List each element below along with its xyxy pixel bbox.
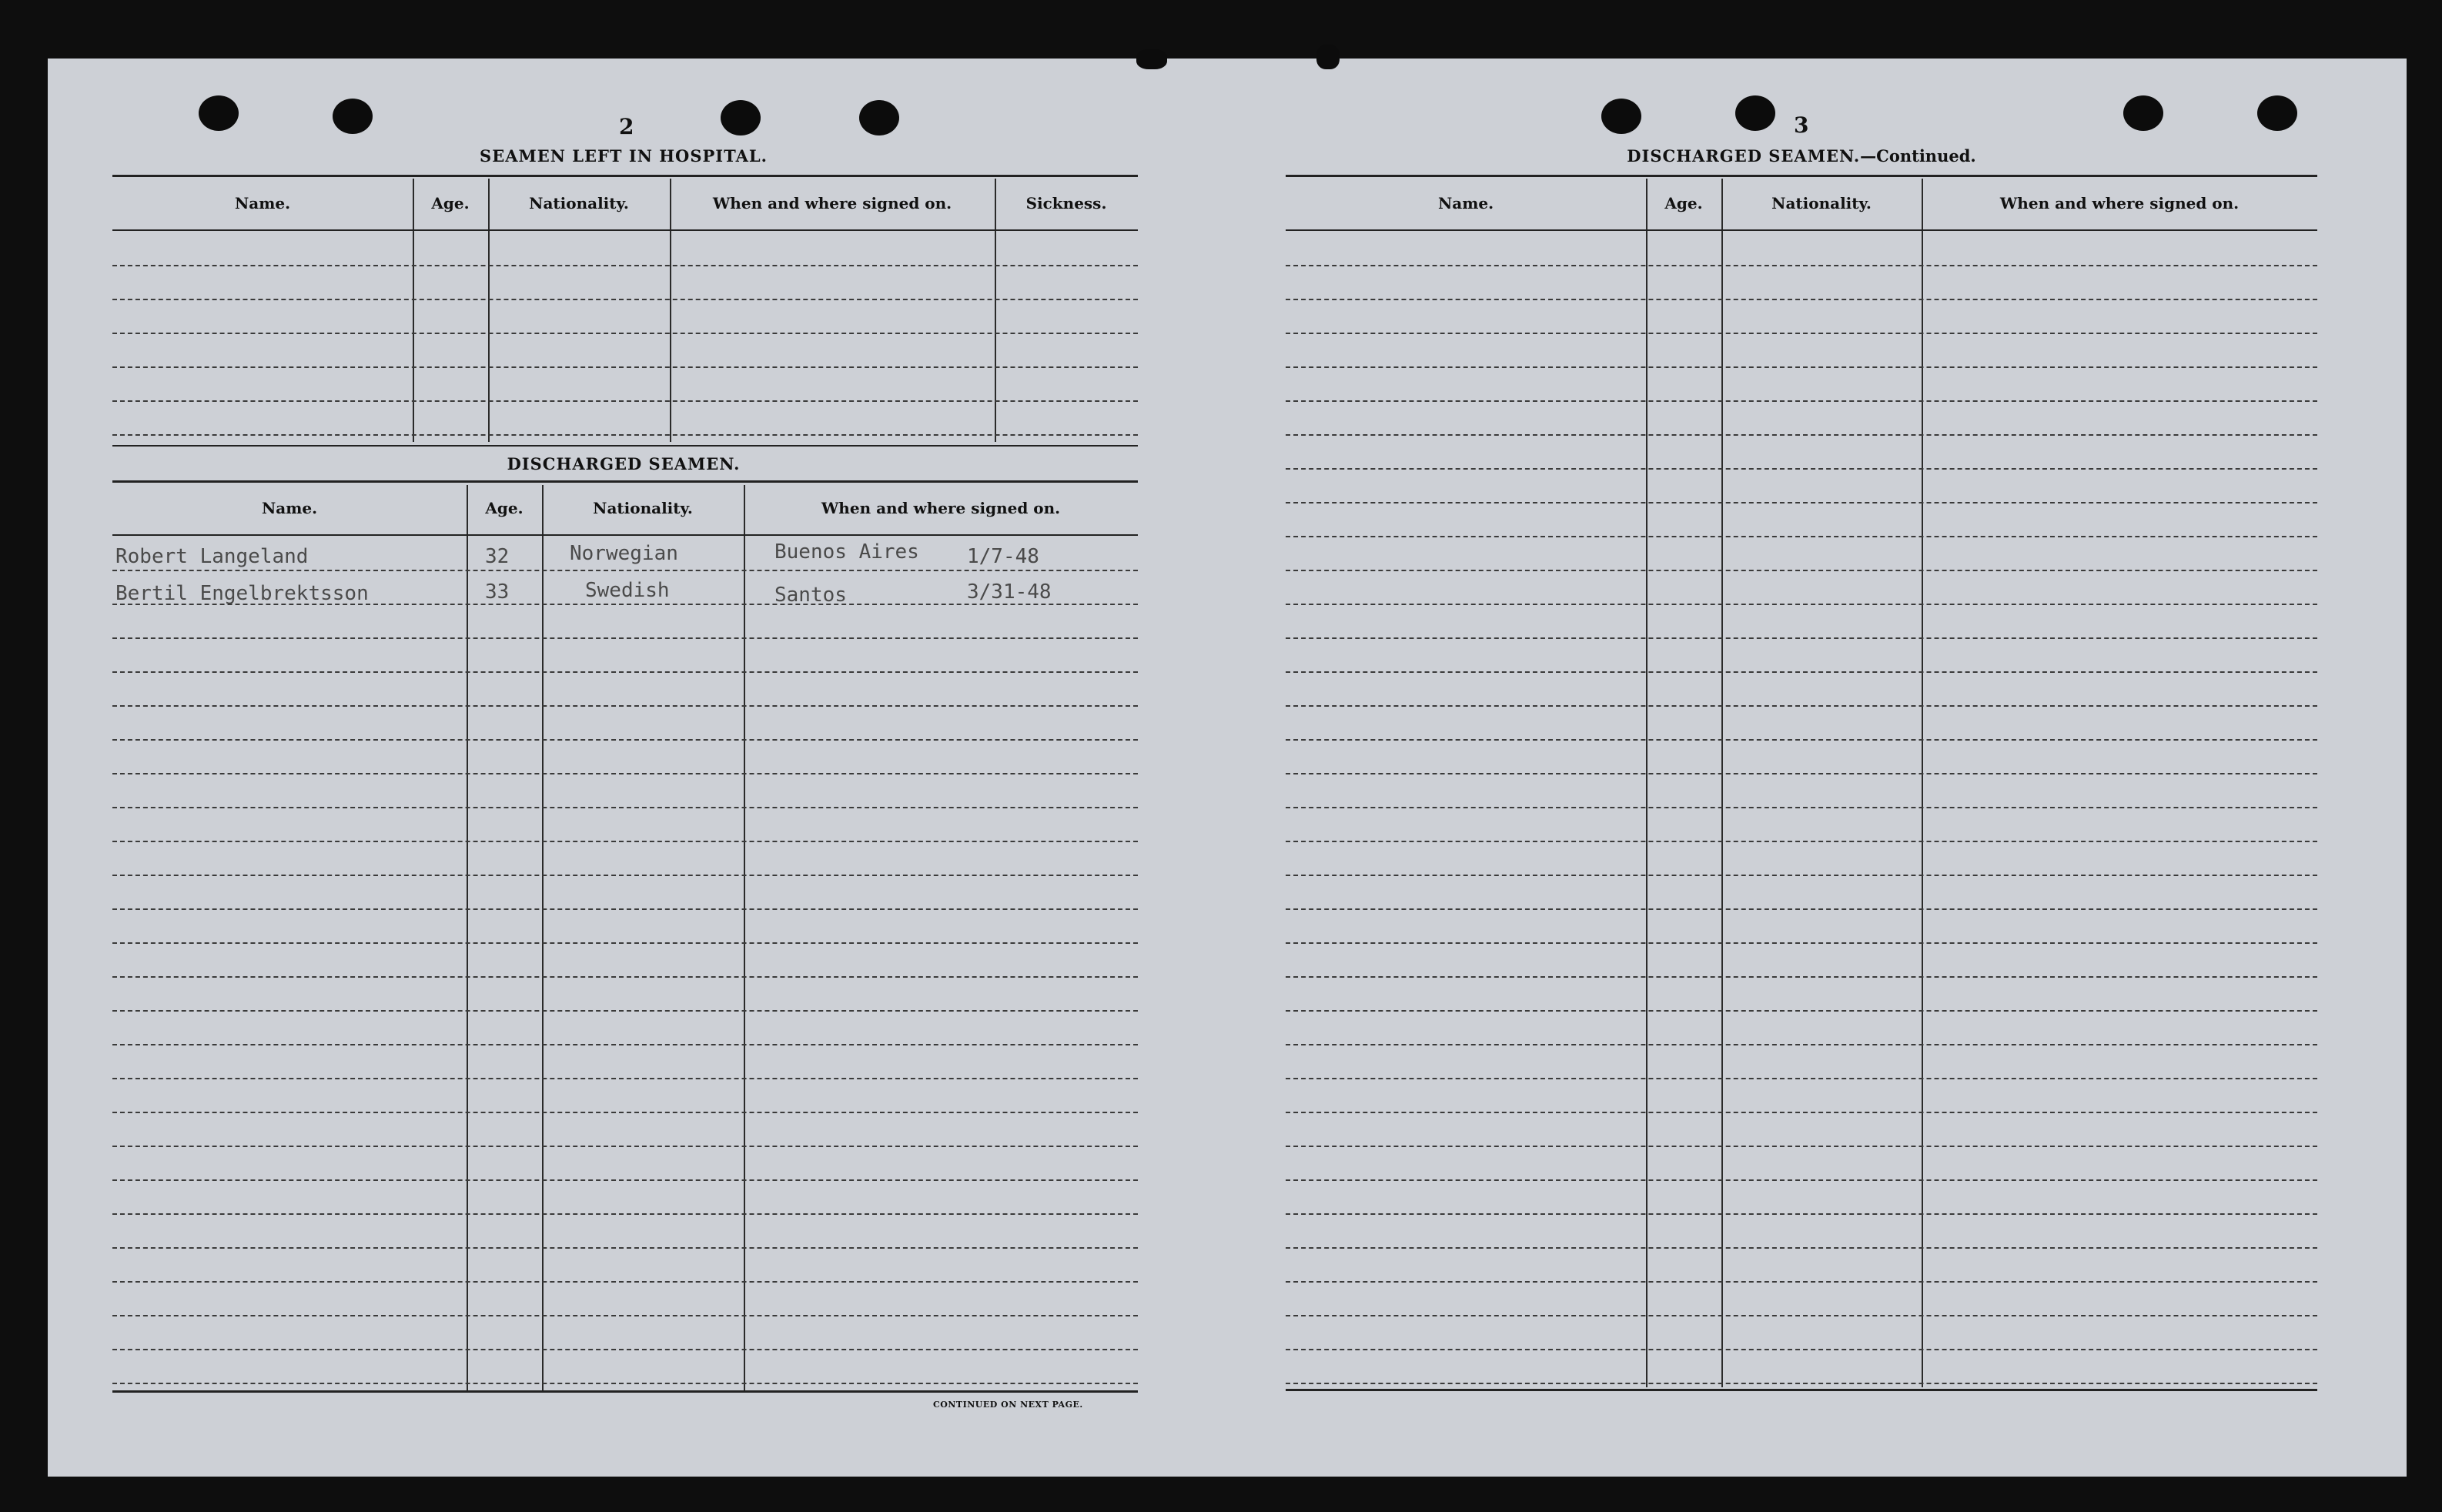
entry-line bbox=[1286, 299, 2317, 300]
column-header: Nationality. bbox=[529, 194, 629, 212]
entry-line bbox=[112, 400, 1138, 402]
entry-line bbox=[112, 1112, 1138, 1113]
column-header: Nationality. bbox=[593, 499, 693, 517]
column-header: When and where signed on. bbox=[1999, 194, 2240, 212]
typed-name: Bertil Engelbrektsson bbox=[115, 582, 369, 605]
column-header: Nationality. bbox=[1771, 194, 1872, 212]
entry-line bbox=[112, 604, 1138, 605]
column-divider bbox=[1922, 179, 1923, 1387]
entry-line bbox=[1286, 807, 2317, 808]
entry-line bbox=[112, 942, 1138, 944]
typed-nationality: Swedish bbox=[585, 579, 670, 602]
typed-age: 32 bbox=[485, 545, 510, 568]
entry-line bbox=[1286, 1112, 2317, 1113]
entry-line bbox=[112, 1044, 1138, 1045]
entry-line bbox=[1286, 1247, 2317, 1249]
right-title-suffix: —Continued. bbox=[1860, 146, 1976, 166]
discharged-section-title: DISCHARGED SEAMEN. bbox=[507, 454, 741, 473]
entry-line bbox=[1286, 908, 2317, 910]
entry-line bbox=[1286, 536, 2317, 537]
entry-line bbox=[112, 1281, 1138, 1283]
entry-line bbox=[112, 1213, 1138, 1215]
punch-hole bbox=[333, 99, 373, 134]
entry-line bbox=[1286, 637, 2317, 639]
typed-place: Santos bbox=[774, 584, 847, 607]
entry-line bbox=[1286, 942, 2317, 944]
entry-line bbox=[112, 739, 1138, 741]
entry-line bbox=[1286, 1179, 2317, 1181]
column-header: Name. bbox=[1437, 194, 1494, 212]
entry-line bbox=[112, 908, 1138, 910]
entry-line bbox=[1286, 604, 2317, 605]
entry-line bbox=[112, 637, 1138, 639]
header-rule bbox=[1286, 229, 2317, 231]
entry-line bbox=[112, 1010, 1138, 1012]
column-divider bbox=[670, 179, 671, 442]
column-divider bbox=[413, 179, 414, 442]
entry-line bbox=[1286, 773, 2317, 774]
header-rule bbox=[112, 229, 1138, 231]
entry-line bbox=[112, 705, 1138, 707]
entry-line bbox=[112, 265, 1138, 266]
entry-line bbox=[112, 1247, 1138, 1249]
punch-hole bbox=[2123, 95, 2163, 131]
entry-line bbox=[112, 1315, 1138, 1316]
header-rule bbox=[112, 534, 1138, 536]
hospital-section-title: SEAMEN LEFT IN HOSPITAL. bbox=[480, 146, 768, 166]
table-bottom-rule bbox=[112, 1390, 1138, 1393]
right-section-title bbox=[1586, 146, 2017, 166]
entry-line bbox=[1286, 570, 2317, 571]
entry-line bbox=[1286, 434, 2317, 436]
column-header: Age. bbox=[485, 499, 524, 517]
entry-line bbox=[112, 807, 1138, 808]
page-number-right: 3 bbox=[1794, 112, 1809, 138]
binding-tear bbox=[1316, 45, 1340, 69]
table-bottom-rule bbox=[1286, 1389, 2317, 1391]
entry-line bbox=[112, 875, 1138, 876]
entry-line bbox=[112, 773, 1138, 774]
entry-line bbox=[1286, 841, 2317, 842]
entry-line bbox=[1286, 705, 2317, 707]
column-divider bbox=[744, 485, 745, 1390]
continued-footer: CONTINUED ON NEXT PAGE. bbox=[933, 1400, 1083, 1410]
column-header: Age. bbox=[1664, 194, 1703, 212]
column-header: Name. bbox=[261, 499, 318, 517]
punch-hole bbox=[859, 100, 899, 135]
column-divider bbox=[488, 179, 490, 442]
entry-line bbox=[112, 1179, 1138, 1181]
typed-name: Robert Langeland bbox=[115, 545, 309, 568]
entry-line bbox=[1286, 739, 2317, 741]
entry-line bbox=[112, 1383, 1138, 1384]
punch-hole bbox=[1735, 95, 1775, 131]
entry-line bbox=[1286, 1078, 2317, 1079]
entry-line bbox=[1286, 1349, 2317, 1350]
entry-line bbox=[1286, 400, 2317, 402]
entry-line bbox=[1286, 468, 2317, 470]
punch-hole bbox=[721, 100, 761, 135]
punch-hole bbox=[2257, 95, 2297, 131]
column-header: When and where signed on. bbox=[821, 499, 1061, 517]
entry-line bbox=[112, 1349, 1138, 1350]
entry-line bbox=[112, 1078, 1138, 1079]
table-top-rule bbox=[112, 480, 1138, 483]
entry-line bbox=[112, 841, 1138, 842]
column-header: When and where signed on. bbox=[712, 194, 952, 212]
entry-line bbox=[112, 299, 1138, 300]
typed-date: 1/7-48 bbox=[967, 545, 1039, 568]
entry-line bbox=[112, 976, 1138, 978]
entry-line bbox=[1286, 976, 2317, 978]
entry-line bbox=[112, 434, 1138, 436]
typed-age: 33 bbox=[485, 580, 510, 604]
table-top-rule bbox=[1286, 175, 2317, 177]
typed-nationality: Norwegian bbox=[570, 542, 678, 565]
punch-hole bbox=[1601, 99, 1641, 134]
entry-line bbox=[112, 1146, 1138, 1147]
entry-line bbox=[1286, 265, 2317, 266]
column-divider bbox=[1646, 179, 1648, 1387]
column-divider bbox=[542, 485, 544, 1390]
entry-line bbox=[1286, 1146, 2317, 1147]
entry-line bbox=[112, 570, 1138, 571]
table-bottom-rule bbox=[112, 445, 1138, 447]
entry-line bbox=[112, 333, 1138, 334]
right-title-main: DISCHARGED SEAMEN. bbox=[1627, 146, 1861, 166]
table-top-rule bbox=[112, 175, 1138, 177]
entry-line bbox=[1286, 1213, 2317, 1215]
entry-line bbox=[1286, 671, 2317, 673]
entry-line bbox=[1286, 1044, 2317, 1045]
punch-hole bbox=[199, 95, 239, 131]
binding-tear bbox=[1136, 49, 1167, 69]
column-header: Name. bbox=[234, 194, 291, 212]
entry-line bbox=[112, 671, 1138, 673]
page-number-left: 2 bbox=[619, 114, 634, 139]
entry-line bbox=[112, 366, 1138, 368]
entry-line bbox=[1286, 366, 2317, 368]
entry-line bbox=[1286, 1010, 2317, 1012]
entry-line bbox=[1286, 333, 2317, 334]
document-sheet bbox=[48, 59, 2407, 1477]
column-divider bbox=[467, 485, 468, 1390]
entry-line bbox=[1286, 1281, 2317, 1283]
column-divider bbox=[995, 179, 996, 442]
entry-line bbox=[1286, 875, 2317, 876]
column-divider bbox=[1721, 179, 1723, 1387]
entry-line bbox=[1286, 1383, 2317, 1384]
entry-line bbox=[1286, 1315, 2317, 1316]
entry-line bbox=[1286, 502, 2317, 503]
column-header: Sickness. bbox=[1025, 194, 1107, 212]
typed-date: 3/31-48 bbox=[967, 580, 1052, 604]
typed-place: Buenos Aires bbox=[774, 540, 919, 564]
column-header: Age. bbox=[431, 194, 470, 212]
